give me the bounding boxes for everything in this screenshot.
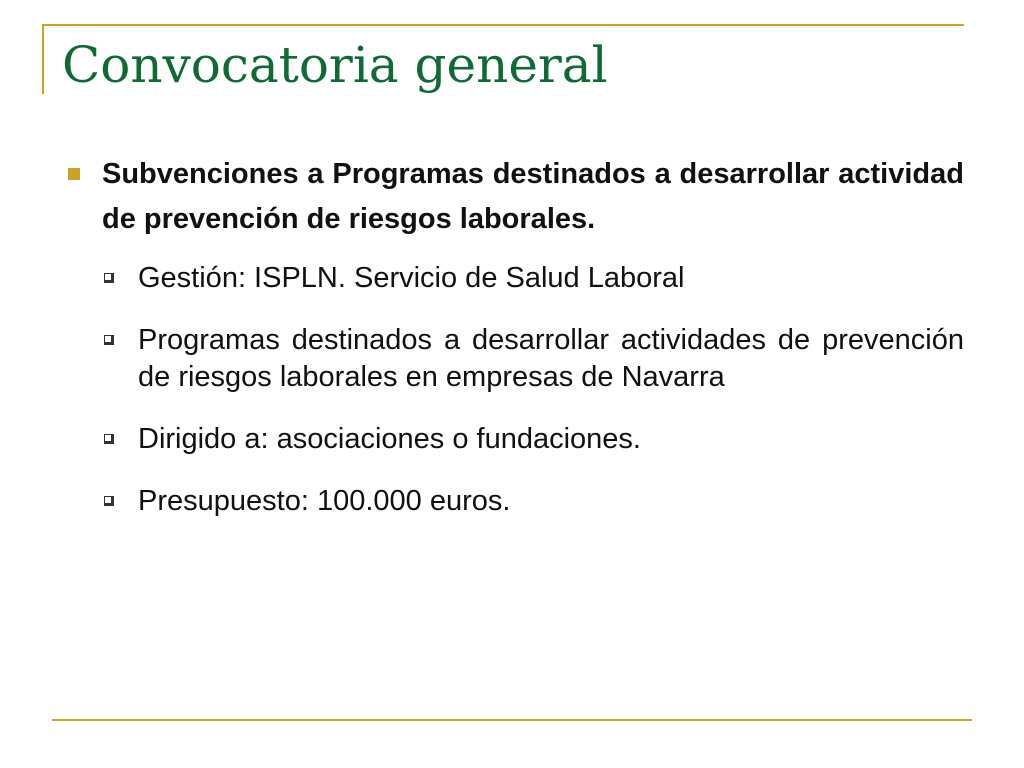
sub-bullet-list <box>62 260 964 520</box>
slide-title: Convocatoria general <box>62 36 608 94</box>
sub-bullet-item <box>62 260 964 297</box>
sub-bullet-item <box>62 483 964 520</box>
sub-bullet-item <box>62 322 964 396</box>
sub-bullet-text: Programas destinados a desarrollar actividades de prevención de riesgos laborales en empresas de Navarra <box>138 324 964 393</box>
hollow-square-bullet-icon <box>104 335 114 345</box>
main-bullet-item <box>62 152 964 242</box>
sub-bullet-text: Dirigido a: asociaciones o fundaciones. <box>138 423 641 455</box>
slide-content <box>62 152 964 545</box>
main-bullet-text: Subvenciones a Programas destinados a desarrollar actividad de prevención de riesgos laborales. <box>102 158 964 235</box>
square-bullet-icon <box>68 168 80 180</box>
hollow-square-bullet-icon <box>104 273 114 283</box>
bottom-rule <box>52 719 972 721</box>
sub-bullet-text: Presupuesto: 100.000 euros. <box>138 485 511 517</box>
hollow-square-bullet-icon <box>104 434 114 444</box>
hollow-square-bullet-icon <box>104 496 114 506</box>
sub-bullet-item <box>62 421 964 458</box>
left-rule <box>42 24 44 94</box>
sub-bullet-text: Gestión: ISPLN. Servicio de Salud Laboral <box>138 262 685 294</box>
top-rule <box>42 24 964 26</box>
